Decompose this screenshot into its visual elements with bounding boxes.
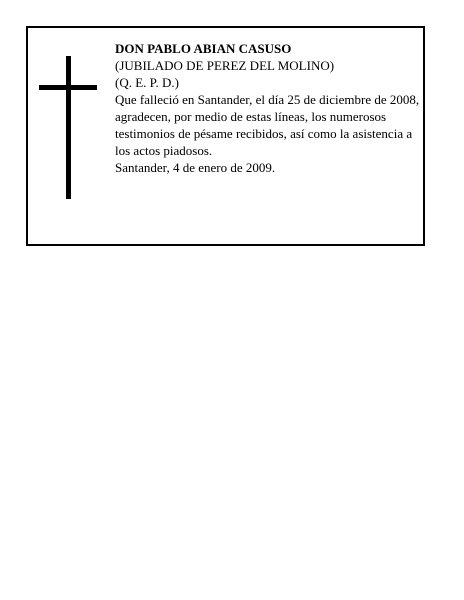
notice-text xyxy=(115,40,420,176)
cross-vertical-bar xyxy=(66,56,71,199)
deceased-name: DON PABLO ABIAN CASUSO xyxy=(115,41,292,56)
obituary-notice xyxy=(26,26,425,246)
deceased-occupation: (JUBILADO DE PEREZ DEL MOLINO) xyxy=(115,58,335,73)
thanks-statement: agradecen, por medio de estas líneas, los numerosos testimonios de pésame recibidos, así como la asistencia a los actos piadosos. xyxy=(115,109,413,158)
place-and-date: Santander, 4 de enero de 2009. xyxy=(115,160,276,175)
cross-horizontal-bar xyxy=(39,85,97,90)
death-statement: Que falleció en Santander, el día 25 de diciembre de 2008, xyxy=(115,92,420,107)
rest-in-peace: (Q. E. P. D.) xyxy=(115,75,179,90)
